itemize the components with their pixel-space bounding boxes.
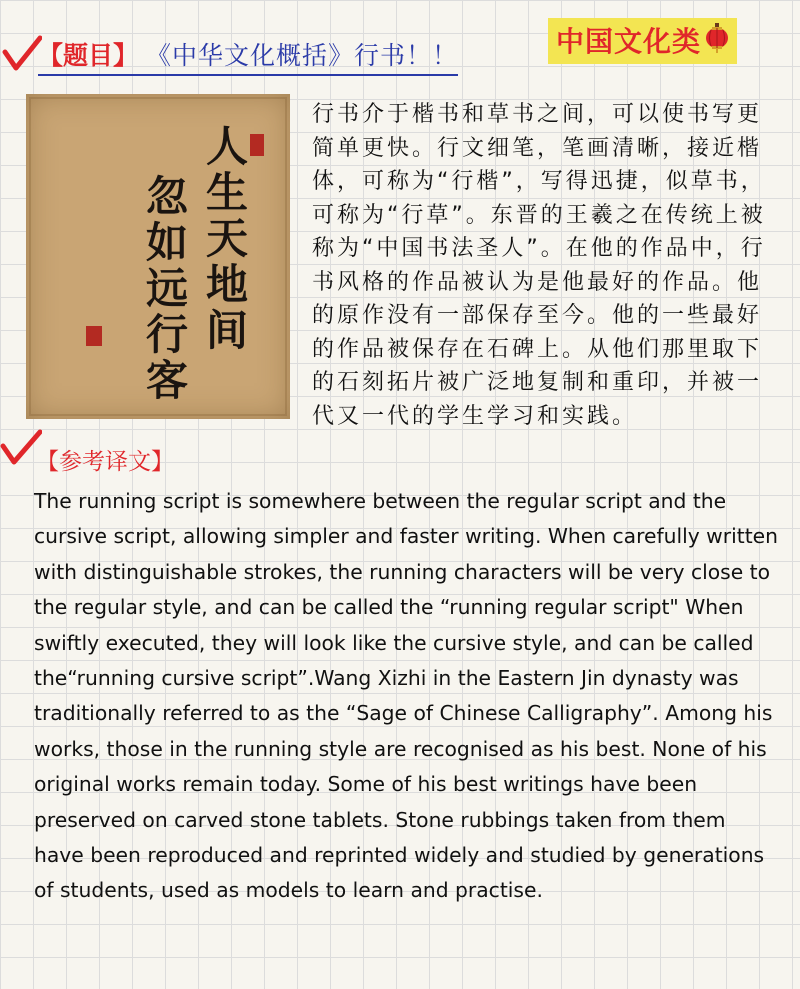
title-bracket: 【题目】 <box>38 41 139 70</box>
translation-text: The running script is somewhere between the regular script and the cursive script, allowing simpler and faster writing. When carefully written with distinguishable strokes, the running characters will be very close to the regular style, and can be called the “running regular script" When swiftly executed, they will look like the cursive style, and can be called the“running cursive script”.Wang Xizhi in the Eastern Jin dynasty was traditionally referred to as the “Sage of Chinese Calligraphy”. Among his works, those in the running style are recognised as his best. None of his original works remain today. Some of his best writings have been preserved on carved stone tablets. Stone rubbings taken from them have been reproduced and reprinted widely and studied by generations of students, used as models to learn and practise. <box>34 489 778 903</box>
title-text: 《中华文化概括》行书！！ <box>146 41 459 70</box>
reference-heading: 【参考译文】 <box>36 449 174 475</box>
calligraphy-column-1: 人生天地间 <box>200 124 249 354</box>
calligraphy-image <box>26 94 290 419</box>
page-title <box>38 36 458 76</box>
checkmark-icon <box>2 34 42 74</box>
category-badge <box>548 18 737 64</box>
lantern-icon <box>705 23 729 57</box>
category-label: 中国文化类 <box>556 25 702 58</box>
translation-paragraph <box>34 484 780 909</box>
seal-stamp <box>86 326 102 346</box>
calligraphy-column-2: 忽如远行客 <box>140 174 189 404</box>
intro-paragraph: 行书介于楷书和草书之间，可以使书写更简单更快。行文细笔，笔画清晰，接近楷体，可称为“行楷”，写得迅捷，似草书，可称为“行草”。东晋的王羲之在传统上被称为“中国书法圣人”。在他的作品中，行书风格的作品被认为是他最好的作品。他的原作没有一部保存至今。他的一些最好的作品被保存在石碑上。从他们那里取下的石刻拓片被广泛地复制和重印，并被一代又一代的学生学习和实践。 <box>312 102 766 429</box>
